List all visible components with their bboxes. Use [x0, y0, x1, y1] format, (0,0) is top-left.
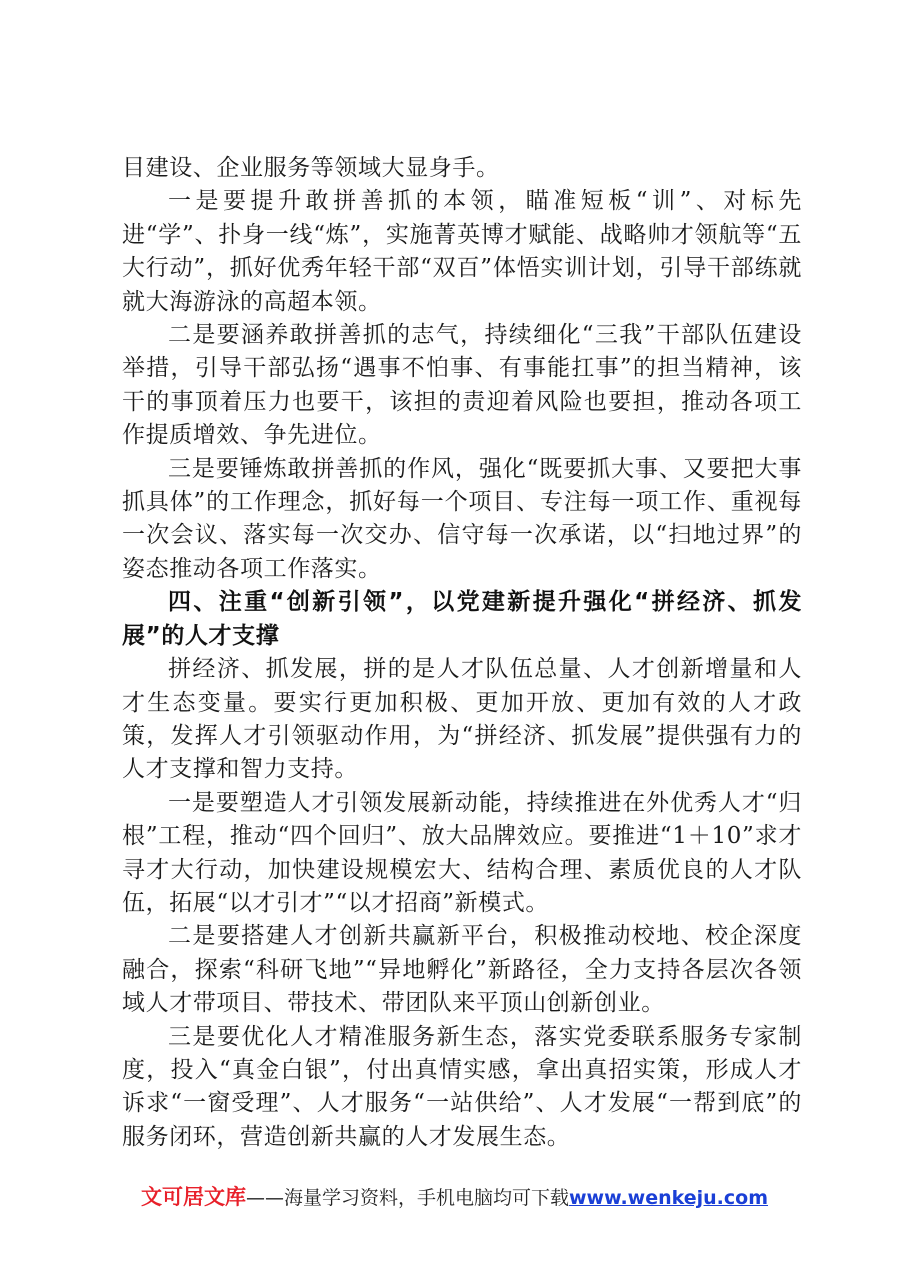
- paragraph-talent-intro: 拼经济、抓发展，拼的是人才队伍总量、人才创新增量和人才生态变量。要实行更加积极、更加开放、更加有效的人才政策，发挥人才引领驱动作用，为“拼经济、抓发展”提供强有力的人才支撑和智力支持。: [122, 656, 802, 783]
- footer-tagline: ——海量学习资料，手机电脑均可下载: [245, 1187, 569, 1209]
- paragraph-skill: 一是要提升敢拼善抓的本领，瞄准短板“训”、对标先进“学”、扑身一线“炼”，实施菁英博才赋能、战略帅才领航等“五大行动”，抓好优秀年轻干部“双百”体悟实训计划，引导干部练就就大海游泳的高超本领。: [122, 188, 802, 315]
- paragraph-talent-service: 三是要优化人才精准服务新生态，落实党委联系服务专家制度，投入“真金白银”，付出真情实感，拿出真招实策，形成人才诉求“一窗受理”、人才服务“一站供给”、人才发展“一帮到底”的服务闭环，营造创新共赢的人才发展生态。: [122, 1023, 802, 1150]
- paragraph-talent-platform: 二是要搭建人才创新共赢新平台，积极推动校地、校企深度融合，探索“科研飞地”“异地孵化”新路径，全力支持各层次各领域人才带项目、带技术、带团队来平顶山创新创业。: [122, 923, 802, 1017]
- document-body: [122, 152, 802, 1154]
- paragraph-continuation: 目建设、企业服务等领域大显身手。: [122, 155, 500, 181]
- footer-link[interactable]: www.wenkeju.com: [569, 1187, 769, 1209]
- paragraph-work-style: 三是要锤炼敢拼善抓的作风，强化“既要抓大事、又要把大事抓具体”的工作理念，抓好每一个项目、专注每一项工作、重视每一次会议、落实每一次交办、信守每一次承诺，以“扫地过界”的姿态推动各项工作落实。: [122, 455, 802, 582]
- footer-banner: [0, 1184, 909, 1211]
- paragraph-ambition: 二是要涵养敢拼善抓的志气，持续细化“三我”干部队伍建设举措，引导干部弘扬“遇事不怕事、有事能扛事”的担当精神，该干的事顶着压力也要干，该担的责迎着风险也要担，推动各项工作提质增效、争先进位。: [122, 322, 802, 449]
- section-heading-four: 四、注重“创新引领”，以党建新提升强化“拼经济、抓发展”的人才支撑: [122, 589, 802, 649]
- footer-brand: 文可居文库: [140, 1185, 246, 1209]
- paragraph-talent-momentum: 一是要塑造人才引领发展新动能，持续推进在外优秀人才“归根”工程，推动“四个回归”、放大品牌效应。要推进“1＋10”求才寻才大行动，加快建设规模宏大、结构合理、素质优良的人才队伍，拓展“以才引才”“以才招商”新模式。: [122, 789, 802, 916]
